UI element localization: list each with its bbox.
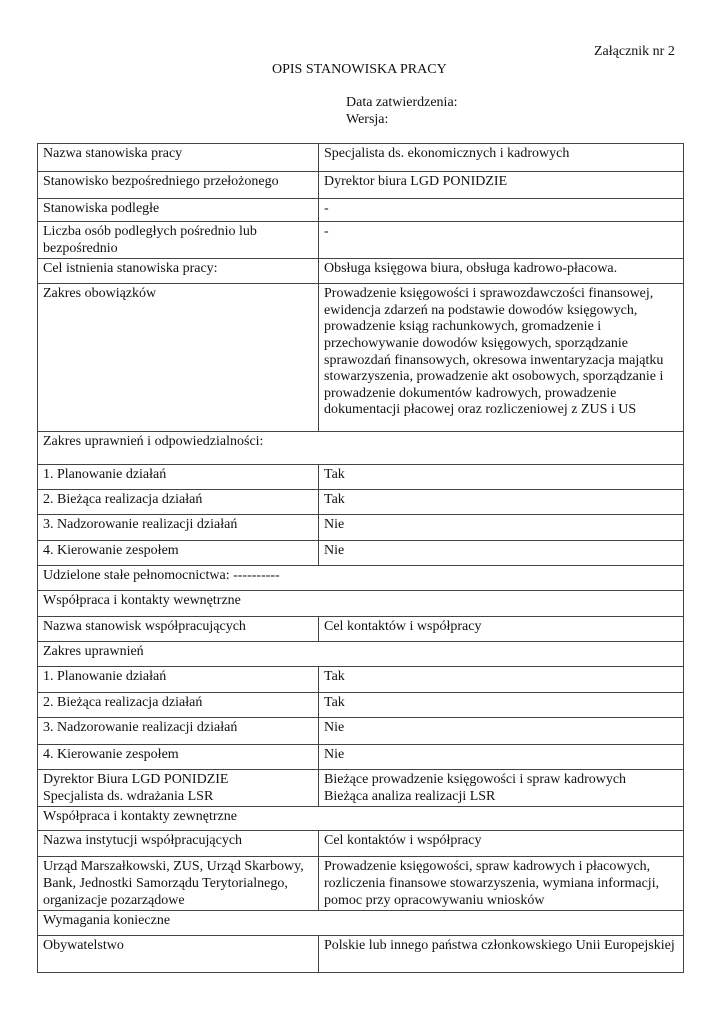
value-cell: Tak (319, 667, 684, 693)
label-cell: Stanowiska podległe (38, 199, 319, 222)
section-row (38, 566, 684, 591)
section-heading-cell: Udzielone stałe pełnomocnictwa: ---------- (38, 566, 684, 591)
version-label: Wersja: (346, 112, 389, 127)
value-line: Bieżąca analiza realizacji LSR (324, 788, 496, 804)
value-cell: Tak (319, 490, 684, 515)
document-title: OPIS STANOWISKA PRACY (272, 62, 447, 77)
value-cell: Nie (319, 541, 684, 566)
table-row (38, 936, 684, 973)
label-cell: Nazwa instytucji współpracujących (38, 831, 319, 857)
label-cell: Nazwa stanowisk współpracujących (38, 617, 319, 642)
table-row (38, 222, 684, 259)
section-row (38, 591, 684, 617)
section-row (38, 432, 684, 465)
approval-date-label: Data zatwierdzenia: (346, 95, 458, 110)
table-row (38, 831, 684, 857)
section-heading-cell: Zakres uprawnień (38, 642, 684, 667)
value-cell (319, 770, 684, 807)
label-cell: 4. Kierowanie zespołem (38, 541, 319, 566)
value-cell: Obsługa księgowa biura, obsługa kadrowo-płacowa. (319, 259, 684, 284)
section-heading-cell: Wymagania konieczne (38, 911, 684, 936)
value-cell: - (319, 222, 684, 259)
table-row (38, 857, 684, 911)
label-cell: 1. Planowanie działań (38, 667, 319, 693)
label-line: Specjalista ds. wdrażania LSR (43, 788, 214, 804)
table-row (38, 490, 684, 515)
section-row (38, 911, 684, 936)
section-heading-cell: Współpraca i kontakty wewnętrzne (38, 591, 684, 617)
label-cell: 2. Bieżąca realizacja działań (38, 490, 319, 515)
table-row (38, 465, 684, 490)
table-row (38, 259, 684, 284)
table-row (38, 515, 684, 541)
label-cell: 1. Planowanie działań (38, 465, 319, 490)
table-row (38, 172, 684, 199)
table-row (38, 617, 684, 642)
table-row (38, 144, 684, 172)
label-cell: Liczba osób podległych pośrednio lub bezpośrednio (38, 222, 319, 259)
label-cell: Stanowisko bezpośredniego przełożonego (38, 172, 319, 199)
value-cell: Polskie lub innego państwa członkowskiego Unii Europejskiej (319, 936, 684, 973)
label-cell: Nazwa stanowiska pracy (38, 144, 319, 172)
table-row (38, 745, 684, 770)
table-row (38, 693, 684, 718)
value-cell: Prowadzenie księgowości, spraw kadrowych i płacowych, rozliczenia finansowe stowarzyszenia, wymiana informacji, pomoc przy opracowywaniu wniosków (319, 857, 684, 911)
value-cell: Nie (319, 515, 684, 541)
table-row (38, 199, 684, 222)
value-cell: Nie (319, 745, 684, 770)
section-row (38, 807, 684, 831)
label-cell: 3. Nadzorowanie realizacji działań (38, 718, 319, 745)
value-cell: Cel kontaktów i współpracy (319, 831, 684, 857)
label-cell: 3. Nadzorowanie realizacji działań (38, 515, 319, 541)
label-cell: 4. Kierowanie zespołem (38, 745, 319, 770)
table-row (38, 770, 684, 807)
table-row (38, 667, 684, 693)
label-cell (38, 770, 319, 807)
label-cell: Cel istnienia stanowiska pracy: (38, 259, 319, 284)
section-row (38, 642, 684, 667)
section-heading-cell: Zakres uprawnień i odpowiedzialności: (38, 432, 684, 465)
value-line: Bieżące prowadzenie księgowości i spraw kadrowych (324, 772, 627, 788)
table-row (38, 284, 684, 432)
section-heading-cell: Współpraca i kontakty zewnętrzne (38, 807, 684, 831)
value-cell: Tak (319, 465, 684, 490)
label-cell: Zakres obowiązków (38, 284, 319, 432)
annex-label: Załącznik nr 2 (594, 44, 675, 59)
job-description-table (37, 143, 684, 973)
table-row (38, 718, 684, 745)
label-cell: Urząd Marszałkowski, ZUS, Urząd Skarbowy, Bank, Jednostki Samorządu Terytorialnego, organizacje pozarządowe (38, 857, 319, 911)
label-line: Dyrektor Biura LGD PONIDZIE (43, 772, 229, 788)
value-cell: Specjalista ds. ekonomicznych i kadrowych (319, 144, 684, 172)
table-row (38, 541, 684, 566)
label-cell: Obywatelstwo (38, 936, 319, 973)
value-cell: - (319, 199, 684, 222)
value-cell: Nie (319, 718, 684, 745)
value-cell: Prowadzenie księgowości i sprawozdawczości finansowej, ewidencja zdarzeń na podstawie dowodów księgowych, prowadzenie ksiąg rachunkowych, gromadzenie i przechowywanie dowodów księgowych, sporządzanie sprawozdań finansowych, okresowa inwentaryzacja majątku stowarzyszenia, prowadzenie akt osobowych, sporządzanie i prowadzenie dokumentów kadrowych, prowadzenie dokumentacji płacowej oraz rozliczeniowej z ZUS i US (319, 284, 684, 432)
value-cell: Tak (319, 693, 684, 718)
value-cell: Dyrektor biura LGD PONIDZIE (319, 172, 684, 199)
label-cell: 2. Bieżąca realizacja działań (38, 693, 319, 718)
value-cell: Cel kontaktów i współpracy (319, 617, 684, 642)
